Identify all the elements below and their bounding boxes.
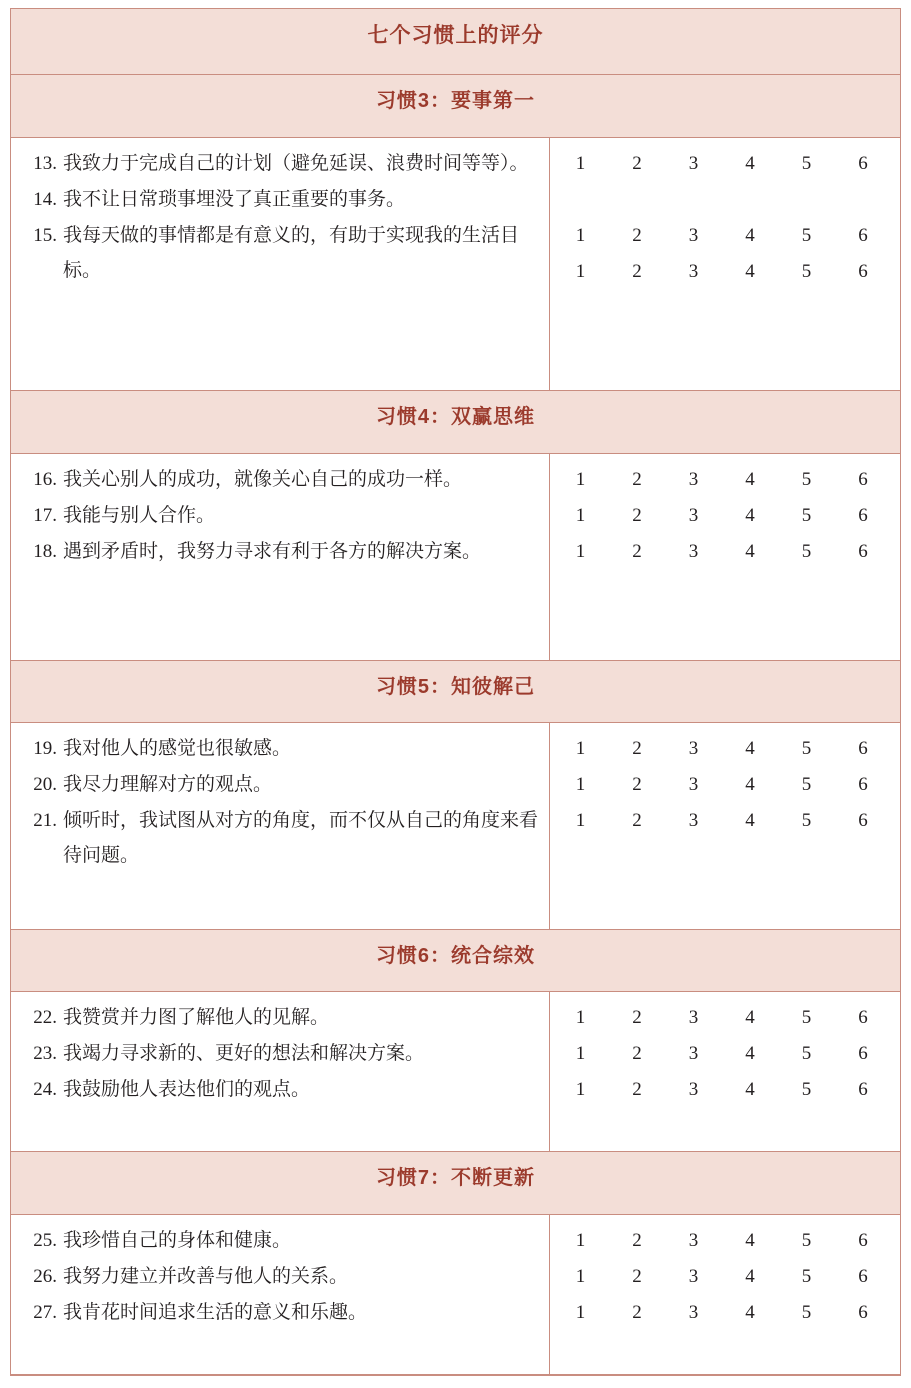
scale-option-6[interactable]: 6: [858, 224, 868, 246]
scale-option-5[interactable]: 5: [801, 774, 812, 796]
question-item: [23, 462, 539, 497]
scale-option-1[interactable]: 1: [575, 774, 586, 796]
question-number: 15.: [33, 224, 57, 246]
question-text: 遇到矛盾时，我努力寻求有利于各方的解决方案。: [63, 540, 482, 562]
scale-row[interactable]: [550, 1072, 901, 1108]
scale-option-4[interactable]: 4: [745, 1229, 755, 1251]
question-item: [23, 146, 539, 181]
scale-option-4[interactable]: 4: [745, 1043, 755, 1065]
scale-option-4[interactable]: 4: [745, 1265, 755, 1287]
scale-option-4[interactable]: 4: [745, 1301, 755, 1323]
scale-cell: [549, 992, 900, 1152]
section-body-row: [11, 1214, 900, 1374]
table-title-row: [11, 9, 900, 75]
question-item: [23, 1295, 539, 1330]
scale-option-4[interactable]: 4: [745, 224, 755, 246]
scale-option-2[interactable]: 2: [632, 1007, 642, 1029]
scale-option-1[interactable]: 1: [575, 1265, 586, 1287]
scale-row[interactable]: [550, 534, 901, 606]
question-text: 我肯花时间追求生活的意义和乐趣。: [63, 1301, 368, 1323]
scale-cell: [549, 453, 900, 660]
scale-option-3[interactable]: 3: [688, 1301, 699, 1323]
scale-option-2[interactable]: 2: [632, 1079, 642, 1101]
scale-option-3[interactable]: 3: [688, 152, 699, 174]
section-heading-row: [11, 660, 900, 722]
scale-cell: [549, 1214, 900, 1374]
scale-option-3[interactable]: 3: [688, 1229, 699, 1251]
scale-row[interactable]: [550, 146, 901, 218]
question-number: 16.: [33, 468, 57, 490]
scale-option-5[interactable]: 5: [801, 504, 812, 526]
section-body-row: [11, 723, 900, 930]
scale-option-3[interactable]: 3: [688, 468, 699, 490]
scale-option-3[interactable]: 3: [688, 1079, 699, 1101]
question-text: 我不让日常琐事埋没了真正重要的事务。: [63, 188, 406, 210]
question-text: 我努力建立并改善与他人的关系。: [63, 1265, 349, 1287]
scale-option-2[interactable]: 2: [632, 1265, 642, 1287]
scale-option-4[interactable]: 4: [745, 774, 755, 796]
scale-option-2[interactable]: 2: [632, 810, 642, 832]
section-heading-row: [11, 391, 900, 453]
scale-option-3[interactable]: 3: [688, 504, 699, 526]
section-body-row: [11, 137, 900, 391]
scale-option-5[interactable]: 5: [801, 1265, 812, 1287]
question-item: [23, 803, 539, 873]
scale-option-3[interactable]: 3: [688, 1007, 699, 1029]
question-list: [23, 731, 539, 873]
scale-row[interactable]: [550, 254, 901, 326]
question-text: 我竭力寻求新的、更好的想法和解决方案。: [63, 1043, 425, 1065]
scale-option-4[interactable]: 4: [745, 810, 755, 832]
question-text: 我对他人的感觉也很敏感。: [63, 738, 292, 760]
questions-cell: [11, 453, 549, 660]
scale-option-1[interactable]: 1: [575, 260, 586, 282]
scale-option-2[interactable]: 2: [632, 224, 642, 246]
question-number: 26.: [33, 1265, 57, 1287]
scale-option-5[interactable]: 5: [801, 1007, 812, 1029]
scale-row[interactable]: [550, 218, 901, 254]
scale-option-1[interactable]: 1: [575, 738, 586, 760]
question-text: 我珍惜自己的身体和健康。: [63, 1229, 292, 1251]
scale-option-1[interactable]: 1: [575, 468, 586, 490]
scale-option-5[interactable]: 5: [801, 468, 812, 490]
page-title: 七个习惯上的评分: [11, 9, 900, 75]
question-number: 19.: [33, 738, 57, 760]
scale-option-2[interactable]: 2: [632, 152, 642, 174]
scale-option-1[interactable]: 1: [575, 1229, 586, 1251]
scale-option-5[interactable]: 5: [801, 1229, 812, 1251]
question-number: 22.: [33, 1007, 57, 1029]
scale-list: [550, 723, 901, 881]
scale-option-6[interactable]: 6: [858, 468, 868, 490]
scale-row[interactable]: [550, 1000, 901, 1036]
section-heading-row: [11, 929, 900, 991]
section-body-row: [11, 453, 900, 660]
scale-option-6[interactable]: 6: [858, 1301, 868, 1323]
scale-option-5[interactable]: 5: [801, 224, 812, 246]
scale-option-6[interactable]: 6: [858, 774, 868, 796]
scale-option-3[interactable]: 3: [688, 540, 699, 562]
question-item: [23, 498, 539, 533]
scale-option-6[interactable]: 6: [858, 1265, 868, 1287]
question-item: [23, 534, 539, 569]
scale-list: [550, 138, 901, 332]
scale-option-1[interactable]: 1: [575, 224, 586, 246]
scale-option-5[interactable]: 5: [801, 152, 812, 174]
question-list: [23, 1000, 539, 1107]
question-item: [23, 218, 539, 288]
scale-row[interactable]: [550, 1295, 901, 1331]
questions-cell: [11, 723, 549, 930]
scale-option-4[interactable]: 4: [745, 152, 755, 174]
question-text: 我鼓励他人表达他们的观点。: [63, 1079, 311, 1101]
scale-option-3[interactable]: 3: [688, 738, 699, 760]
scale-option-1[interactable]: 1: [575, 152, 586, 174]
scale-cell: [549, 137, 900, 391]
question-text: 我关心别人的成功，就像关心自己的成功一样。: [63, 468, 463, 490]
question-item: [23, 1000, 539, 1035]
scale-option-2[interactable]: 2: [632, 1229, 642, 1251]
scale-option-1[interactable]: 1: [575, 504, 586, 526]
scale-option-4[interactable]: 4: [745, 738, 755, 760]
question-number: 14.: [33, 188, 57, 210]
scale-option-2[interactable]: 2: [632, 1301, 642, 1323]
scale-option-3[interactable]: 3: [688, 810, 699, 832]
scale-option-1[interactable]: 1: [575, 1301, 586, 1323]
question-item: [23, 767, 539, 802]
question-item: [23, 731, 539, 766]
scale-option-5[interactable]: 5: [801, 738, 812, 760]
question-number: 24.: [33, 1079, 57, 1101]
scale-option-6[interactable]: 6: [858, 152, 868, 174]
scale-option-6[interactable]: 6: [858, 1007, 868, 1029]
scale-row[interactable]: [550, 1223, 901, 1259]
question-number: 17.: [33, 504, 57, 526]
scale-option-5[interactable]: 5: [801, 1043, 812, 1065]
question-item: [23, 1223, 539, 1258]
scale-option-5[interactable]: 5: [801, 540, 812, 562]
scale-option-5[interactable]: 5: [801, 260, 812, 282]
question-item: [23, 1259, 539, 1294]
scale-row[interactable]: [550, 498, 901, 534]
scale-option-4[interactable]: 4: [745, 540, 755, 562]
scale-option-5[interactable]: 5: [801, 1301, 812, 1323]
scale-option-6[interactable]: 6: [858, 540, 868, 562]
question-text: 我每天做的事情都是有意义的，有助于实现我的生活目标。: [63, 224, 520, 281]
scale-option-5[interactable]: 5: [801, 1079, 812, 1101]
scale-option-1[interactable]: 1: [575, 1007, 586, 1029]
scale-option-2[interactable]: 2: [632, 774, 642, 796]
questions-cell: [11, 137, 549, 391]
question-text: 我致力于完成自己的计划（避免延误、浪费时间等等）。: [63, 152, 529, 174]
question-list: [23, 1223, 539, 1330]
scale-option-4[interactable]: 4: [745, 504, 755, 526]
scale-row[interactable]: [550, 767, 901, 803]
scale-list: [550, 454, 901, 612]
scale-option-2[interactable]: 2: [632, 468, 642, 490]
section-heading: 习惯4：双赢思维: [11, 391, 900, 453]
question-text: 倾听时，我试图从对方的角度，而不仅从自己的角度来看待问题。: [63, 810, 539, 867]
scale-option-3[interactable]: 3: [688, 774, 699, 796]
scale-option-1[interactable]: 1: [575, 810, 586, 832]
scale-option-3[interactable]: 3: [688, 260, 699, 282]
scale-option-4[interactable]: 4: [745, 468, 755, 490]
scale-option-2[interactable]: 2: [632, 504, 642, 526]
scale-option-6[interactable]: 6: [858, 504, 868, 526]
scale-option-3[interactable]: 3: [688, 1265, 699, 1287]
section-heading: 习惯6：统合综效: [11, 929, 900, 991]
scale-option-1[interactable]: 1: [575, 1079, 586, 1101]
scale-option-4[interactable]: 4: [745, 260, 755, 282]
section-heading: 习惯5：知彼解己: [11, 660, 900, 722]
scale-list: [550, 1215, 901, 1337]
question-item: [23, 182, 539, 217]
scale-option-6[interactable]: 6: [858, 738, 868, 760]
question-item: [23, 1072, 539, 1107]
question-number: 13.: [33, 152, 57, 174]
questions-cell: [11, 992, 549, 1152]
scale-option-3[interactable]: 3: [688, 1043, 699, 1065]
question-number: 21.: [33, 810, 57, 832]
scale-option-6[interactable]: 6: [858, 1043, 868, 1065]
scale-row[interactable]: [550, 462, 901, 498]
scale-option-2[interactable]: 2: [632, 540, 642, 562]
scale-option-6[interactable]: 6: [858, 260, 868, 282]
scale-option-4[interactable]: 4: [745, 1007, 755, 1029]
scale-option-6[interactable]: 6: [858, 810, 868, 832]
scale-option-2[interactable]: 2: [632, 1043, 642, 1065]
question-item: [23, 1036, 539, 1071]
scale-row[interactable]: [550, 803, 901, 875]
scale-option-6[interactable]: 6: [858, 1079, 868, 1101]
question-text: 我能与别人合作。: [63, 504, 216, 526]
question-number: 27.: [33, 1301, 57, 1323]
question-number: 23.: [33, 1043, 57, 1065]
scale-option-1[interactable]: 1: [575, 1043, 586, 1065]
section-heading: 习惯7：不断更新: [11, 1152, 900, 1214]
scale-option-2[interactable]: 2: [632, 738, 642, 760]
questions-cell: [11, 1214, 549, 1374]
section-body-row: [11, 992, 900, 1152]
question-text: 我尽力理解对方的观点。: [63, 774, 273, 796]
question-text: 我赞赏并力图了解他人的见解。: [63, 1007, 330, 1029]
scale-option-3[interactable]: 3: [688, 224, 699, 246]
section-heading-row: [11, 75, 900, 137]
scale-row[interactable]: [550, 731, 901, 767]
question-list: [23, 462, 539, 569]
scale-option-1[interactable]: 1: [575, 540, 586, 562]
question-number: 25.: [33, 1229, 57, 1251]
scale-option-5[interactable]: 5: [801, 810, 812, 832]
scale-row[interactable]: [550, 1259, 901, 1295]
scale-row[interactable]: [550, 1036, 901, 1072]
scale-option-2[interactable]: 2: [632, 260, 642, 282]
question-number: 18.: [33, 540, 57, 562]
scale-list: [550, 992, 901, 1114]
section-heading: 习惯3：要事第一: [11, 75, 900, 137]
seven-habits-rating-table: [11, 9, 900, 1375]
table-frame: [10, 8, 901, 1376]
scale-option-4[interactable]: 4: [745, 1079, 755, 1101]
scale-option-6[interactable]: 6: [858, 1229, 868, 1251]
question-number: 20.: [33, 774, 57, 796]
scale-cell: [549, 723, 900, 930]
question-list: [23, 146, 539, 288]
section-heading-row: [11, 1152, 900, 1214]
